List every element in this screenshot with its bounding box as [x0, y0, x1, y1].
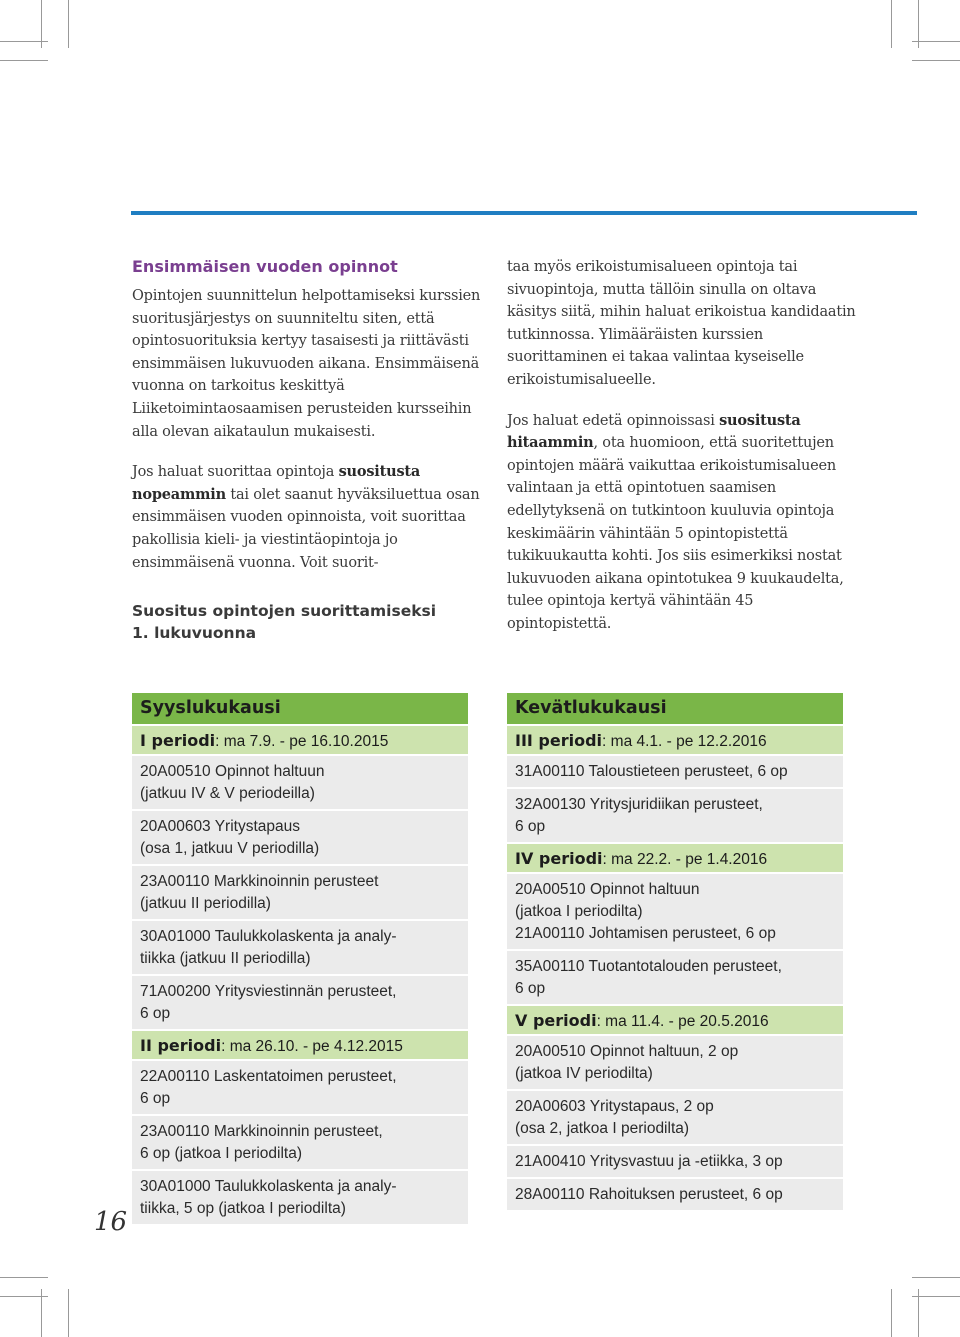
- crop-mark: [0, 41, 48, 42]
- course-item: 20A00510 Opinnot haltuun (jatkoa I periodilta) 21A00110 Johtamisen perusteet, 6 op: [507, 872, 843, 949]
- autumn-title: Syyslukukausi: [132, 693, 468, 724]
- intro-paragraph: Opintojen suunnittelun helpottamiseksi kurssien suoritusjärjestys on suunniteltu siten, että opintosuorituksia kertyy tasaisesti ja riittävästi ensimmäisen lukuvuoden aikana. Ensimmäisenä vuonna on tarkoitus keskittyä Liiketoimintaosaamisen perusteiden kursseihin alla olevan aikataulun mukaisesti.: [132, 288, 481, 440]
- autumn-semester-table: [132, 693, 468, 1224]
- slower-pre: Jos haluat edetä opinnoissasi: [507, 412, 720, 429]
- course-item: 20A00603 Yritystapaus, 2 op (osa 2, jatkoa I periodilta): [507, 1089, 843, 1144]
- crop-mark: [68, 1289, 69, 1337]
- course-item: 30A01000 Taulukkolaskenta ja analy- tiikka, 5 op (jatkoa I periodilta): [132, 1169, 468, 1224]
- period-name: II periodi: [140, 1036, 222, 1055]
- course-item: 21A00410 Yritysvastuu ja -etiikka, 3 op: [507, 1144, 843, 1177]
- course-item: 22A00110 Laskentatoimen perusteet, 6 op: [132, 1059, 468, 1114]
- crop-mark: [912, 41, 960, 42]
- faster-bold: suositusta nopeammin: [132, 463, 421, 503]
- course-item: 20A00510 Opinnot haltuun (jatkuu IV & V periodeilla): [132, 754, 468, 809]
- crop-mark: [0, 1296, 48, 1297]
- period-4-header: [507, 842, 843, 872]
- period-dates: : ma 7.9. - pe 16.10.2015: [215, 733, 389, 750]
- faster-post: tai olet saanut hyväksiluettua osan ensimmäisen vuoden opinnoista, voit suorittaa pakollisia kieli- ja viestintäopintoja jo ensimmäisenä vuonna. Voit suorit-: [132, 486, 480, 571]
- spring-title: Kevätlukukausi: [507, 693, 843, 724]
- recommendation-heading-line1: Suositus opintojen suorittamiseksi: [132, 602, 437, 621]
- right-text-column: [507, 256, 857, 654]
- course-item: 28A00110 Rahoituksen perusteet, 6 op: [507, 1177, 843, 1210]
- crop-mark: [891, 0, 892, 48]
- crop-mark: [891, 1289, 892, 1337]
- crop-mark: [912, 1296, 960, 1297]
- slower-bold: suositusta hitaammin: [507, 411, 801, 452]
- course-item: 35A00110 Tuotantotalouden perusteet, 6 op: [507, 949, 843, 1004]
- course-item: 20A00510 Opinnot haltuun, 2 op (jatkoa IV periodilta): [507, 1034, 843, 1089]
- course-item: 23A00110 Markkinoinnin perusteet (jatkuu II periodilla): [132, 864, 468, 919]
- period-1-header: [132, 724, 468, 754]
- section-heading: Ensimmäisen vuoden opinnot: [132, 257, 398, 276]
- period-name: V periodi: [515, 1011, 597, 1030]
- period-3-header: [507, 724, 843, 754]
- crop-mark: [912, 60, 960, 61]
- top-rule: [131, 211, 917, 215]
- course-item: 32A00130 Yritysjuridiikan perusteet, 6 op: [507, 787, 843, 842]
- slower-paragraph: [507, 410, 857, 636]
- period-dates: : ma 26.10. - pe 4.12.2015: [221, 1038, 403, 1055]
- period-dates: : ma 11.4. - pe 20.5.2016: [596, 1013, 769, 1030]
- course-item: 71A00200 Yritysviestinnän perusteet, 6 op: [132, 974, 468, 1029]
- course-item: 31A00110 Taloustieteen perusteet, 6 op: [507, 754, 843, 787]
- period-dates: : ma 22.2. - pe 1.4.2016: [602, 851, 768, 868]
- page-number: 16: [94, 1207, 128, 1237]
- slower-post: , ota huomioon, että suoritettujen opintojen määrä vaikuttaa erikoistumisalueen valintaan ja että opintotuen saamisen edellytyksenä on tutkintoon kuuluvia opintoja keskimäärin vähintään 5 opintopistettä tukikuukautta kohti. Jos siis esimerkiksi nostat lukuvuoden aikana opintotukea 9 kuukaudelta, tulee opintoja kertyä vähintään 45 opintopistettä.: [507, 435, 844, 632]
- period-name: I periodi: [140, 731, 216, 750]
- spring-semester-table: [507, 693, 843, 1210]
- course-item: 20A00603 Yritystapaus (osa 1, jatkuu V periodilla): [132, 809, 468, 864]
- recommendation-heading-line2: 1. lukuvuonna: [132, 624, 257, 643]
- crop-mark: [0, 60, 48, 61]
- crop-mark: [912, 1277, 960, 1278]
- left-text-column: [132, 256, 482, 644]
- period-name: IV periodi: [515, 849, 603, 868]
- crop-mark: [68, 0, 69, 48]
- period-name: III periodi: [515, 731, 603, 750]
- period-dates: : ma 4.1. - pe 12.2.2016: [602, 733, 767, 750]
- crop-mark: [0, 1277, 48, 1278]
- course-item: 30A01000 Taulukkolaskenta ja analy- tiikka (jatkuu II periodilla): [132, 919, 468, 974]
- period-2-header: [132, 1029, 468, 1059]
- continuation-paragraph: taa myös erikoistumisalueen opintoja tai sivuopintoja, mutta tällöin sinulla on oltava käsitys siitä, mihin haluat erikoistua kandidaatin tutkinnossa. Ylimääräisten kurssien suorittaminen ei takaa valintaa kyseiselle erikoistumisalueelle.: [507, 259, 856, 388]
- recommendation-heading: [132, 600, 482, 644]
- faster-paragraph: [132, 461, 482, 574]
- faster-pre: Jos haluat suorittaa opintoja: [132, 464, 339, 481]
- course-item: 23A00110 Markkinoinnin perusteet, 6 op (jatkoa I periodilta): [132, 1114, 468, 1169]
- period-5-header: [507, 1004, 843, 1034]
